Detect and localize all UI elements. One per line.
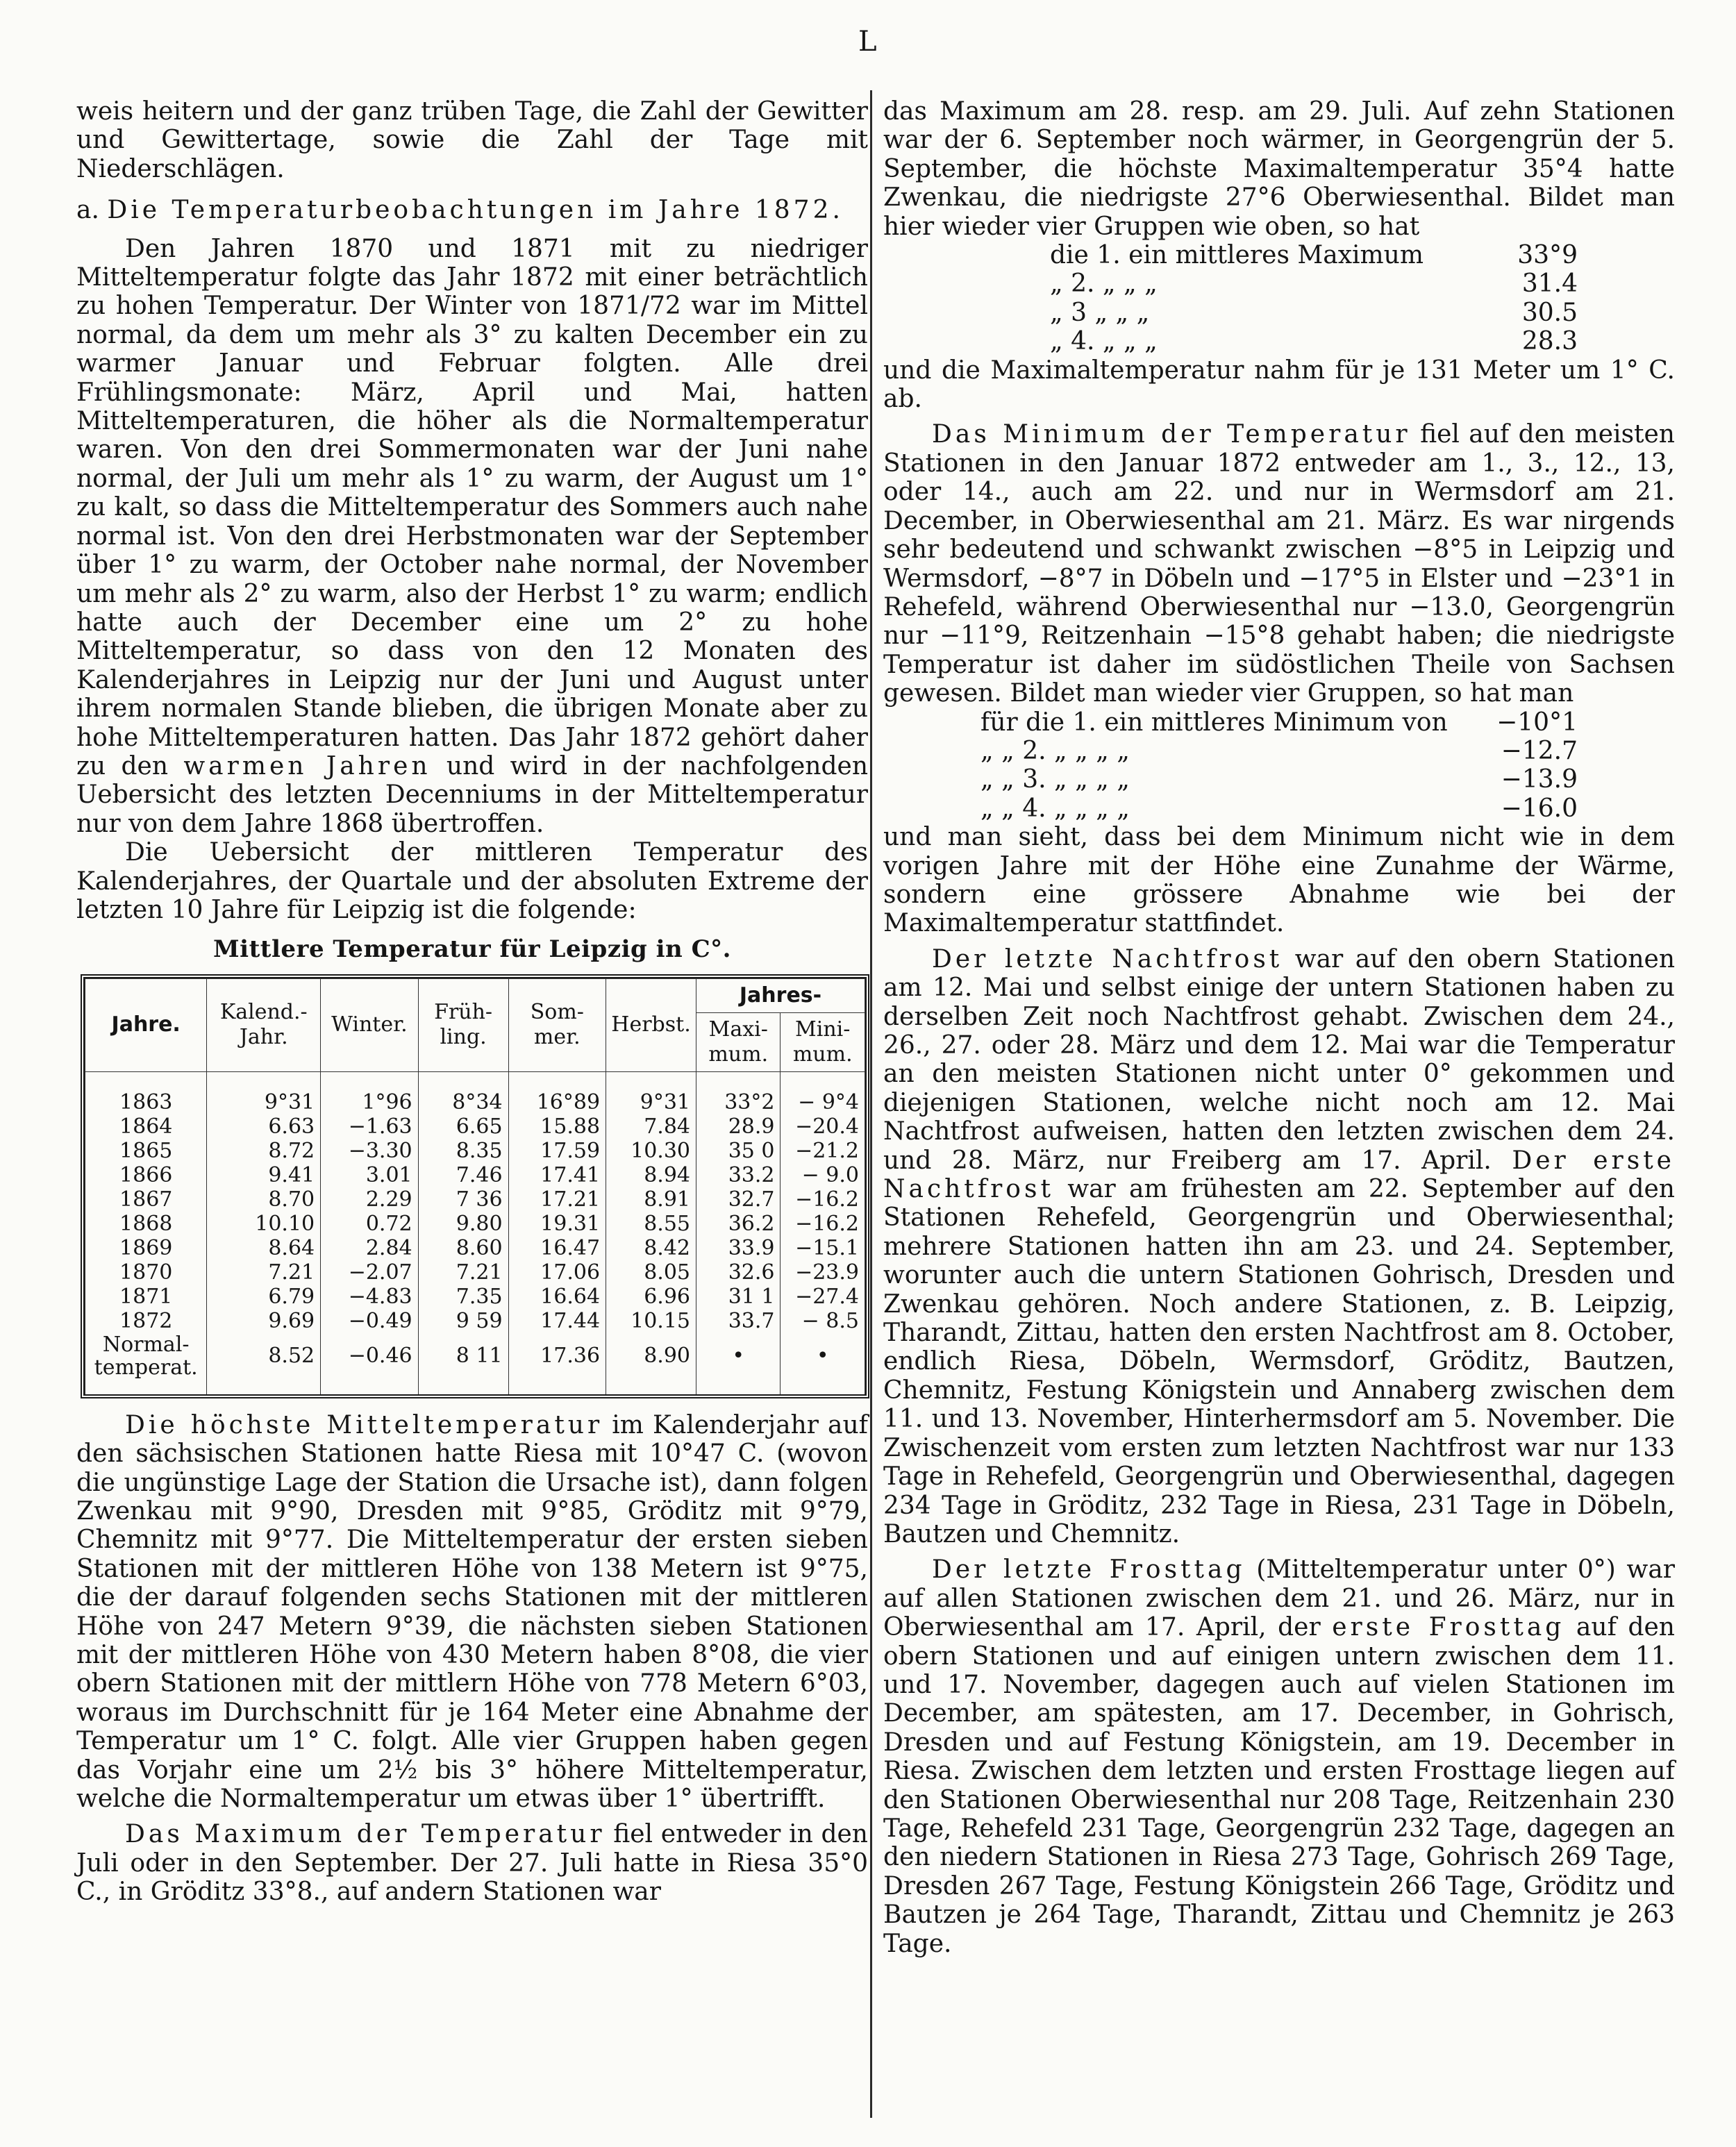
cell-min: − 9°4 — [781, 1071, 865, 1114]
cell-max: 33.2 — [696, 1163, 781, 1187]
cell-year: 1863 — [85, 1071, 207, 1114]
cell-sommer: 16.47 — [508, 1236, 606, 1260]
cell-year: Normal-temperat. — [85, 1333, 207, 1394]
cell-kalend: 7.21 — [207, 1260, 321, 1285]
cell-kalend: 10.10 — [207, 1212, 321, 1236]
cell-fruehling: 8.35 — [418, 1139, 508, 1163]
cell-herbst: 9°31 — [606, 1071, 696, 1114]
cell-herbst: 7.84 — [606, 1114, 696, 1139]
table-row — [85, 1163, 865, 1187]
header-herbst: Herbst. — [606, 978, 696, 1071]
cell-max: 31 1 — [696, 1285, 781, 1309]
left-paragraph-2-text: Den Jahren 1870 und 1871 mit zu niedriger Mitteltemperatur folgte das Jahr 1872 mit einer beträchtlich zu hohen Temperatur. Der Winter von 1871/72 war im Mittel normal, da dem um mehr als 3° zu kalten December ein zu warmer Januar und Februar folgten. Alle drei Frühlingsmonate: März, April und Mai, hatten Mitteltemperaturen, die höher als die Normaltemperatur waren. Von den drei Sommermonaten war der Juni nahe normal, der Juli um mehr als 1° zu warm, der August um 1° zu kalt, so dass die Mitteltemperatur des Sommers auch nahe normal ist. Von den drei Herbstmonaten war der September über 1° zu warm, der October nahe normal, der November um mehr als 2° zu warm, also der Herbst 1° zu warm; endlich hatte auch der December eine um 2° zu hohe Mitteltemperatur, so dass von den 12 Monaten des Kalenderjahres in Leipzig nur der Juni und August unter ihrem normalen Stande blieben, die übrigen Monate aber zu hohe Mitteltemperaturen hatten. Das Jahr 1872 gehört daher zu den — [76, 234, 868, 780]
cell-winter: 2.84 — [321, 1236, 419, 1260]
cell-fruehling: 7.35 — [418, 1285, 508, 1309]
cell-herbst: 10.15 — [606, 1309, 696, 1333]
group-value: −13.9 — [1501, 765, 1578, 794]
group-label: für die 1. ein mittleres Minimum von — [980, 708, 1448, 737]
header-min: Mini-mum. — [781, 1012, 865, 1071]
section-heading-text: Die Temperaturbeobachtungen im Jahre 1872. — [107, 196, 844, 225]
table-row — [85, 1187, 865, 1212]
cell-year: 1867 — [85, 1187, 207, 1212]
minimum-groups — [980, 708, 1578, 824]
group-value: 30.5 — [1521, 298, 1578, 327]
cell-year: 1868 — [85, 1212, 207, 1236]
cell-min: − 9.0 — [781, 1163, 865, 1187]
group-label: „ „ 4. „ „ „ „ — [980, 794, 1130, 823]
header-year: Jahre. — [85, 978, 207, 1071]
cell-kalend: 8.52 — [207, 1333, 321, 1394]
cell-winter: −1.63 — [321, 1114, 419, 1139]
group-value: −16.0 — [1501, 794, 1578, 823]
cell-min: −20.4 — [781, 1114, 865, 1139]
cell-year: 1871 — [85, 1285, 207, 1309]
cell-herbst: 8.94 — [606, 1163, 696, 1187]
cell-winter: −3.30 — [321, 1139, 419, 1163]
section-heading — [76, 196, 868, 224]
right-paragraph-6-text-a: (Mitteltemperatur unter 0°) war auf allen Stationen zwischen dem 21. und 26. März, nur in Oberwiesenthal am 17. April, der — [883, 1555, 1675, 1642]
cell-herbst: 8.55 — [606, 1212, 696, 1236]
cell-fruehling: 8°34 — [418, 1071, 508, 1114]
left-paragraph-2 — [76, 235, 868, 839]
list-item — [1050, 241, 1578, 269]
cell-winter: 2.29 — [321, 1187, 419, 1212]
cell-kalend: 9.69 — [207, 1309, 321, 1333]
maximum-groups — [1050, 241, 1578, 356]
cell-herbst: 8.91 — [606, 1187, 696, 1212]
group-value: 28.3 — [1521, 327, 1578, 356]
right-paragraph-3-text: fiel auf den meisten Stationen in den Januar 1872 entweder am 1., 3., 12., 13, oder 14., auch am 22. und nur in Wermsdorf am 21. December, in Oberwiesenthal am 21. März. Es war nirgends sehr bedeutend und schwankt zwischen −8°5 in Leipzig und Wermsdorf, −8°7 in Döbeln und −17°5 in Elster und −23°1 in Rehefeld, während Oberwiesenthal nur −13.0, Georgengrün nur −11°9, Reitzenhain −15°8 gehabt haben; die niedrigste Temperatur ist daher im südöstlichen Theile von Sachsen gewesen. Bildet man wieder vier Gruppen, so hat man — [883, 420, 1675, 708]
cell-sommer: 17.44 — [508, 1309, 606, 1333]
right-paragraph-3-emphasis: Das Minimum der Temperatur — [932, 420, 1411, 449]
list-item — [1050, 299, 1578, 327]
table-row — [85, 1285, 865, 1309]
group-value: −12.7 — [1501, 736, 1578, 765]
cell-kalend: 6.79 — [207, 1285, 321, 1309]
cell-fruehling: 8 11 — [418, 1333, 508, 1394]
left-column — [76, 97, 868, 1907]
header-max: Maxi-mum. — [696, 1012, 781, 1071]
cell-min: − 8.5 — [781, 1309, 865, 1333]
left-paragraph-4-emphasis: Die höchste Mitteltemperatur — [125, 1410, 603, 1439]
left-paragraph-2-end: und wird in der nachfolgenden Uebersicht des letzten Decenniums in der Mitteltemperatur nur von dem Jahre 1868 übertroffen. — [76, 751, 868, 838]
cell-sommer: 19.31 — [508, 1212, 606, 1236]
left-paragraph-5 — [76, 1820, 868, 1906]
cell-fruehling: 7.21 — [418, 1260, 508, 1285]
cell-kalend: 6.63 — [207, 1114, 321, 1139]
group-value: 33°9 — [1517, 241, 1578, 270]
cell-winter: 0.72 — [321, 1212, 419, 1236]
right-paragraph-5-emphasis: Der letzte Nachtfrost — [932, 944, 1283, 974]
list-item — [980, 765, 1578, 794]
right-paragraph-1: das Maximum am 28. resp. am 29. Juli. Auf zehn Stationen war der 6. September noch wärmer, in Georgengrün der 5. September, die höchste Maximaltemperatur 35°4 hatte Zwenkau, die niedrigste 27°6 Oberwiesenthal. Bildet man hier wieder vier Gruppen wie oben, so hat — [883, 97, 1675, 241]
cell-winter: 3.01 — [321, 1163, 419, 1187]
cell-max: 28.9 — [696, 1114, 781, 1139]
cell-winter: −0.46 — [321, 1333, 419, 1394]
cell-herbst: 8.05 — [606, 1260, 696, 1285]
right-paragraph-5 — [883, 945, 1675, 1549]
right-paragraph-6-emphasis: Der letzte Frosttag — [932, 1555, 1246, 1585]
right-column — [883, 97, 1675, 1958]
right-paragraph-6-text-b: auf den obern Stationen und auf einigen untern zwischen dem 11. und 17. November, dagegen auch auf vielen Stationen im December, am spätesten, am 17. December, in Gohrisch, Dresden und auf Festung Königstein, am 19. December in Riesa. Zwischen dem letzten und ersten Frosttage liegen auf den Stationen Oberwiesenthal nur 208 Tage, Reitzenhain 230 Tage, Rehefeld 231 Tage, Georgengrün 232 Tage, dagegen an den niedern Stationen in Riesa 273 Tage, Gohrisch 269 Tage, Dresden 267 Tage, Festung Königstein 266 Tage, Gröditz und Bautzen je 264 Tage, Tharandt, Zittau und Chemnitz je 263 Tage. — [883, 1613, 1675, 1958]
cell-year: 1870 — [85, 1260, 207, 1285]
temperature-table-frame — [81, 974, 869, 1398]
group-value: −10°1 — [1496, 708, 1578, 737]
header-sommer: Som-mer. — [508, 978, 606, 1071]
cell-min: −23.9 — [781, 1260, 865, 1285]
right-paragraph-5-text-b: war am frühesten am 22. September auf den Stationen Rehefeld, Georgengrün und Oberwiesenthal; mehrere Stationen hatten ihn am 23. und 24. September, worunter auch die untern Stationen Gohrisch, Dresden und Zwenkau gehören. Noch andere Stationen, z. B. Leipzig, Tharandt, Zittau, hatten den ersten Nachtfrost am 8. October, endlich Riesa, Döbeln, Wermsdorf, Gröditz, Bautzen, Chemnitz, Festung Königstein und Annaberg zwischen dem 11. und 13. November, Hinterhermsdorf am 5. November. Die Zwischenzeit vom ersten zum letzten Nachtfrost war nur 133 Tage in Rehefeld, Georgengrün und Oberwiesenthal, dagegen 234 Tage in Gröditz, 232 Tage in Riesa, 231 Tage in Döbeln, Bautzen und Chemnitz. — [883, 1175, 1675, 1548]
cell-year: 1869 — [85, 1236, 207, 1260]
cell-sommer: 16.64 — [508, 1285, 606, 1309]
list-item — [1050, 269, 1578, 298]
cell-min: −21.2 — [781, 1139, 865, 1163]
header-winter: Winter. — [321, 978, 419, 1071]
cell-year: 1865 — [85, 1139, 207, 1163]
left-paragraph-1: weis heitern und der ganz trüben Tage, die Zahl der Gewitter und Gewittertage, sowie die Zahl der Tage mit Niederschlägen. — [76, 97, 868, 183]
cell-kalend: 9.41 — [207, 1163, 321, 1187]
header-kalend: Kalend.-Jahr. — [207, 978, 321, 1071]
group-label: „ 4. „ „ „ — [1050, 327, 1158, 356]
header-jahres: Jahres- — [696, 978, 865, 1012]
cell-kalend: 8.72 — [207, 1139, 321, 1163]
cell-sommer: 17.36 — [508, 1333, 606, 1394]
cell-max: 35 0 — [696, 1139, 781, 1163]
page-number: L — [858, 26, 877, 58]
left-paragraph-5-text: fiel entweder in den Juli oder in den September. Der 27. Juli hatte in Riesa 35°0 C., in Gröditz 33°8., auf andern Stationen war — [76, 1820, 868, 1907]
header-fruehling: Früh-ling. — [418, 978, 508, 1071]
column-divider — [870, 90, 872, 2118]
cell-max: 32.7 — [696, 1187, 781, 1212]
cell-fruehling: 8.60 — [418, 1236, 508, 1260]
cell-year: 1872 — [85, 1309, 207, 1333]
group-value: 31.4 — [1521, 269, 1578, 299]
cell-max: 32.6 — [696, 1260, 781, 1285]
list-item — [980, 794, 1578, 823]
right-paragraph-6-emphasis-2: erste Frosttag — [1332, 1613, 1565, 1642]
cell-herbst: 10.30 — [606, 1139, 696, 1163]
cell-max: 33°2 — [696, 1071, 781, 1114]
table-row — [85, 1236, 865, 1260]
cell-kalend: 8.70 — [207, 1187, 321, 1212]
section-heading-prefix: a. — [76, 196, 99, 225]
cell-sommer: 16°89 — [508, 1071, 606, 1114]
left-paragraph-4-text: im Kalenderjahr auf den sächsischen Stationen hatte Riesa mit 10°47 C. (wovon die ungünstige Lage der Station die Ursache ist), dann folgen Zwenkau mit 9°90, Dresden mit 9°85, Gröditz mit 9°79, Chemnitz mit 9°77. Die Mitteltemperatur der ersten sieben Stationen mit der mittleren Höhe von 138 Metern ist 9°75, die der darauf folgenden sechs Stationen mit der mittleren Höhe von 247 Metern 9°39, die nächsten sieben Stationen mit der mittleren Höhe von 430 Metern haben 8°08, die vier obern Stationen mit der mittlern Höhe von 778 Metern 6°03, woraus im Durchschnitt für je 164 Meter eine Abnahme der Temperatur um 1° C. folgt. Alle vier Gruppen haben gegen das Vorjahr eine um 2½ bis 3° höhere Mitteltemperatur, welche die Normaltemperatur um etwas über 1° übertrifft. — [76, 1410, 868, 1814]
cell-winter: −4.83 — [321, 1285, 419, 1309]
right-paragraph-6 — [883, 1555, 1675, 1958]
left-paragraph-5-emphasis: Das Maximum der Temperatur — [125, 1820, 606, 1849]
cell-max: 36.2 — [696, 1212, 781, 1236]
list-item — [980, 708, 1578, 737]
group-label: „ „ 3. „ „ „ „ — [980, 765, 1130, 794]
cell-sommer: 17.06 — [508, 1260, 606, 1285]
group-label: „ 2. „ „ „ — [1050, 269, 1158, 299]
cell-sommer: 15.88 — [508, 1114, 606, 1139]
cell-fruehling: 7 36 — [418, 1187, 508, 1212]
right-paragraph-5-emphasis-2: Der erste Nachtfrost — [883, 1146, 1675, 1204]
cell-kalend: 8.64 — [207, 1236, 321, 1260]
table-row — [85, 1114, 865, 1139]
table-row — [85, 1309, 865, 1333]
cell-year: 1866 — [85, 1163, 207, 1187]
cell-herbst: 8.42 — [606, 1236, 696, 1260]
table-row — [85, 1212, 865, 1236]
cell-min: −16.2 — [781, 1212, 865, 1236]
temperature-table — [85, 978, 865, 1394]
left-paragraph-4 — [76, 1411, 868, 1814]
cell-max: 33.7 — [696, 1309, 781, 1333]
group-label: die 1. ein mittleres Maximum — [1050, 241, 1424, 270]
cell-fruehling: 7.46 — [418, 1163, 508, 1187]
cell-herbst: 8.90 — [606, 1333, 696, 1394]
cell-max: • — [696, 1333, 781, 1394]
cell-fruehling: 6.65 — [418, 1114, 508, 1139]
cell-sommer: 17.59 — [508, 1139, 606, 1163]
left-paragraph-2-emphasis: warmen Jahren — [183, 751, 431, 780]
cell-min: −15.1 — [781, 1236, 865, 1260]
cell-kalend: 9°31 — [207, 1071, 321, 1114]
table-caption: Mittlere Temperatur für Leipzig in C°. — [213, 935, 731, 964]
cell-sommer: 17.41 — [508, 1163, 606, 1187]
cell-min: −16.2 — [781, 1187, 865, 1212]
right-paragraph-3 — [883, 420, 1675, 708]
table-row — [85, 1071, 865, 1114]
table-row — [85, 1260, 865, 1285]
cell-fruehling: 9 59 — [418, 1309, 508, 1333]
cell-winter: −2.07 — [321, 1260, 419, 1285]
cell-winter: 1°96 — [321, 1071, 419, 1114]
cell-max: 33.9 — [696, 1236, 781, 1260]
list-item — [1050, 327, 1578, 356]
right-paragraph-4: und man sieht, dass bei dem Minimum nicht wie in dem vorigen Jahre mit der Höhe eine Zunahme der Wärme, sondern eine grössere Abnahme wie bei der Maximaltemperatur stattfindet. — [883, 823, 1675, 938]
left-paragraph-3: Die Uebersicht der mittleren Temperatur des Kalenderjahres, der Quartale und der absoluten Extreme der letzten 10 Jahre für Leipzig ist die folgende: — [76, 838, 868, 924]
cell-year: 1864 — [85, 1114, 207, 1139]
cell-herbst: 6.96 — [606, 1285, 696, 1309]
group-label: „ „ 2. „ „ „ „ — [980, 736, 1130, 765]
cell-winter: −0.49 — [321, 1309, 419, 1333]
cell-min: −27.4 — [781, 1285, 865, 1309]
list-item — [980, 737, 1578, 765]
cell-min: • — [781, 1333, 865, 1394]
right-paragraph-5-text-a: war auf den obern Stationen am 12. Mai und selbst einige der untern Stationen haben zu derselben Zeit noch Nachtfrost gehabt. Zwischen dem 24., 26., 27. oder 28. März und dem 12. Mai war die Temperatur an den meisten Stationen nicht unter 0° gekommen und diejenigen Stationen, welche nicht noch am 12. Mai Nachtfrost aufweisen, hatten den letzten zwischen dem 24. und 28. März, nur Freiberg am 17. April. — [883, 944, 1675, 1175]
right-paragraph-2: und die Maximaltemperatur nahm für je 131 Meter um 1° C. ab. — [883, 356, 1675, 414]
table-row — [85, 1139, 865, 1163]
table-row-normal — [85, 1333, 865, 1394]
group-label: „ 3 „ „ „ — [1050, 298, 1150, 327]
cell-sommer: 17.21 — [508, 1187, 606, 1212]
cell-fruehling: 9.80 — [418, 1212, 508, 1236]
